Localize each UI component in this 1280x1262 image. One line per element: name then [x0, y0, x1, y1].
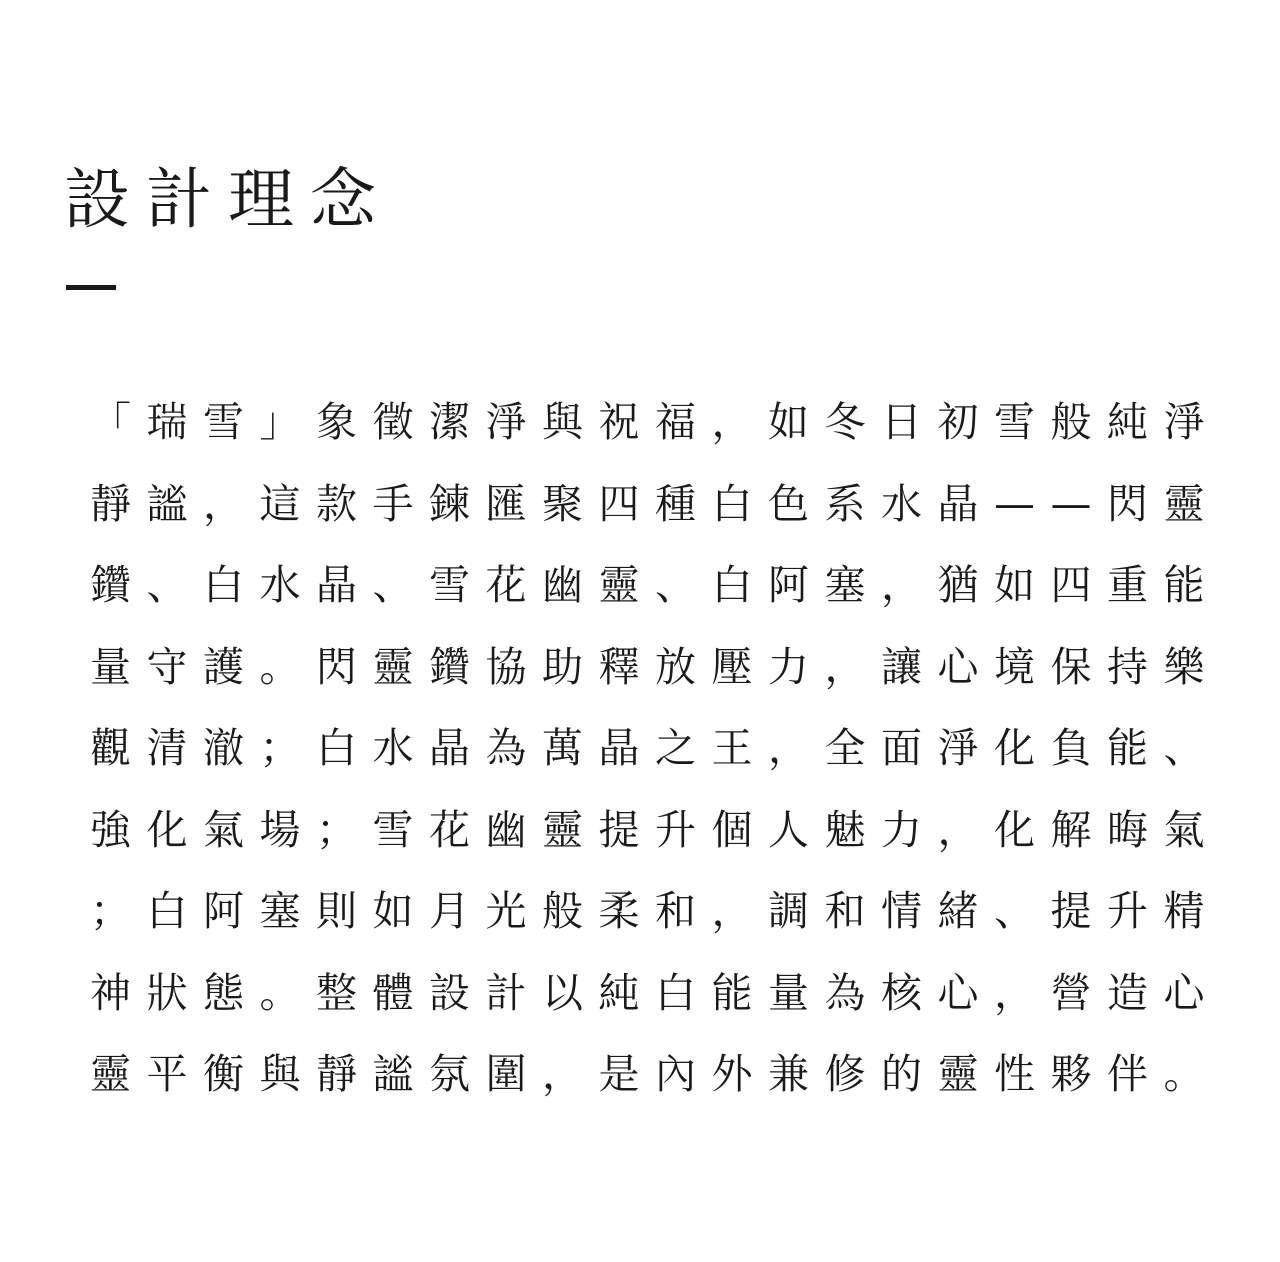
- paragraph-line: 強化氣場；雪花幽靈提升個人魅力，化解晦氣: [90, 805, 1220, 854]
- description-paragraph: [90, 394, 1220, 1128]
- paragraph-line: 靈平衡與靜謐氛圍，是內外兼修的靈性夥伴。: [90, 1050, 1220, 1098]
- paragraph-line: 「瑞雪」象徵潔淨與祝福，如冬日初雪般純淨: [90, 398, 1220, 446]
- paragraph-line: 鑽、白水晶、雪花幽靈、白阿塞，猶如四重能: [90, 561, 1220, 609]
- paragraph-line: 量守護。閃靈鑽協助釋放壓力，讓心境保持樂: [90, 642, 1220, 691]
- paragraph-line: 靜謐，這款手鍊匯聚四種白色系水晶——閃靈: [90, 479, 1220, 528]
- title-underline-divider: [66, 285, 116, 290]
- paragraph-line: ；白阿塞則如月光般柔和，調和情緒、提升精: [90, 887, 1220, 935]
- paragraph-line: 觀清澈；白水晶為萬晶之王，全面淨化負能、: [90, 724, 1220, 772]
- paragraph-line: 神狀態。整體設計以純白能量為核心，營造心: [90, 968, 1220, 1017]
- page-title: 設計理念: [64, 161, 392, 238]
